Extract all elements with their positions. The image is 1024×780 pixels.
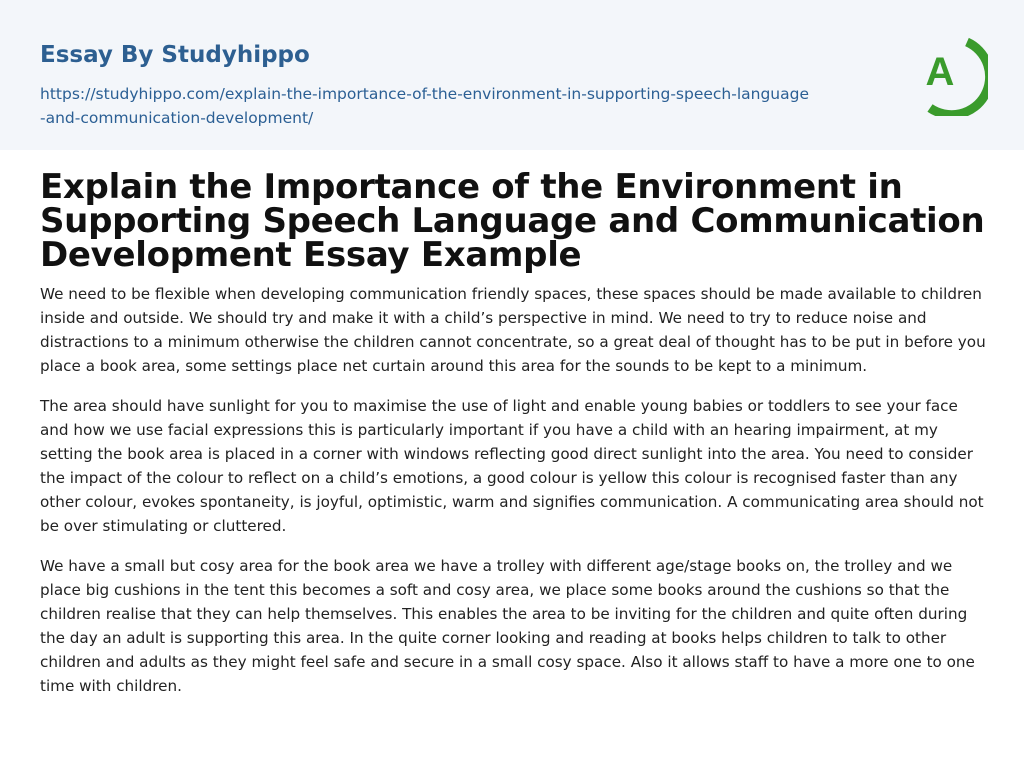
brand-title: Essay By Studyhippo [40,42,310,68]
essay-paragraph: We have a small but cosy area for the book area we have a trolley with different age/stage books on, the trolley and we place big cushions in the tent this becomes a soft and cosy area, we place some books around the cushions so that the children realise that they can help themselves. This enables the area to be inviting for the children and quite often during the day an adult is supporting this area. In the quite corner looking and reading at books helps children to talk to other children and adults as they might feel safe and secure in a small cosy space. Also it allows staff to have a more one to one time with children. [40,557,975,695]
essay-paragraph: We need to be flexible when developing communication friendly spaces, these spaces should be made available to children inside and outside. We should try and make it with a child’s perspective in mind. We need to try to reduce noise and distractions to a minimum otherwise the children cannot concentrate, so a great deal of thought has to be put in before you place a book area, some settings place net curtain around this area for the sounds to be kept to a minimum. [40,285,986,375]
page-header [0,0,1024,150]
logo-letter: A [925,50,955,94]
article-main [40,167,986,714]
essay-paragraph: The area should have sunlight for you to maximise the use of light and enable young babies or toddlers to see your face and how we use facial expressions this is particularly important if you have a child with an hearing impairment, at my setting the book area is placed in a corner with windows reflecting good direct sunlight into the area. You need to consider the impact of the colour to reflect on a child’s emotions, a good colour is yellow this colour is recognised faster than any other colour, evokes spontaneity, is joyful, optimistic, warm and signifies communication. A communicating area should not be over stimulating or cluttered. [40,397,984,535]
essay-body [40,282,986,698]
studyhippo-logo-icon[interactable] [900,28,988,116]
source-url-link[interactable]: https://studyhippo.com/explain-the-importance-of-the-environment-in-supporting-speech-language-and-communication-development/ [40,85,809,127]
essay-title: Explain the Importance of the Environment in Supporting Speech Language and Communication Development Essay Example [40,167,985,275]
